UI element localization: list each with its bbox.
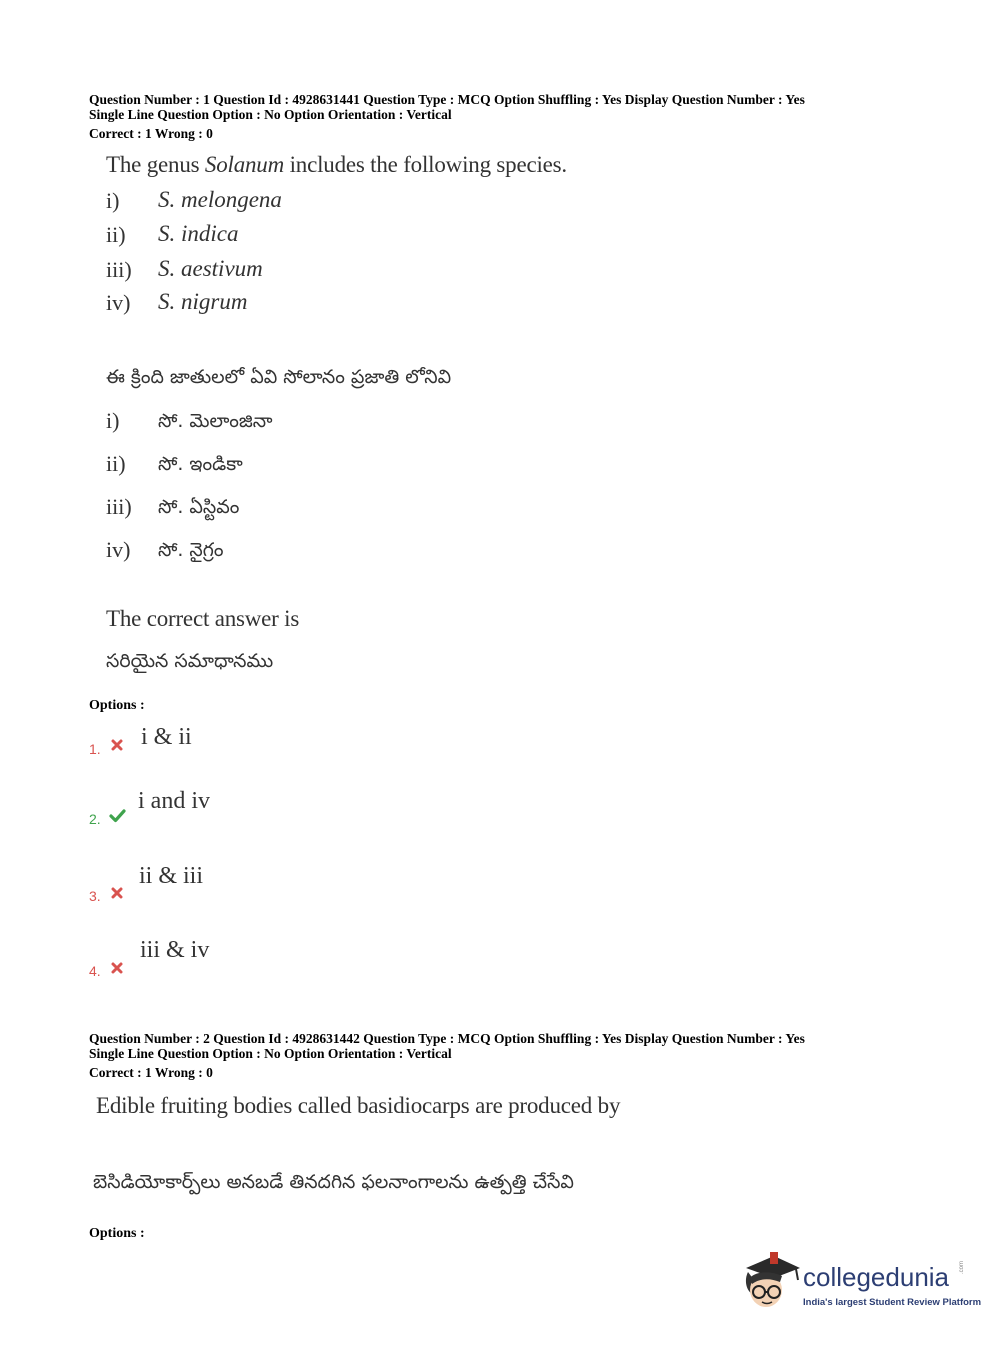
q2-meta-line2: Single Line Question Option : No Option Orientation : Vertical [89,1046,452,1061]
q1-species-name-2: S. indica [158,221,239,246]
mascot-icon [740,1250,802,1312]
q1-te-roman-1: i) [106,408,120,433]
wrong-cross-icon [110,738,124,752]
q1-option-1-text[interactable]: i & ii [141,724,192,750]
q1-answer-prompt-en: The correct answer is [106,606,300,631]
q1-stem-pre: The genus [106,152,205,177]
q2-stem-te: బెసిడియోకార్ప్‌లు అనబడే తినదగిన ఫలనాంగాలను ఉత్పత్తి చేసేవి [93,1171,574,1193]
q1-stem [106,152,567,178]
q1-species-roman-4: iv) [106,290,131,315]
q1-meta-line2: Single Line Question Option : No Option Orientation : Vertical [89,107,452,122]
q1-species-name-3: S. aestivum [158,256,263,281]
q1-te-roman-4: iv) [106,537,131,562]
q1-option-3-text[interactable]: ii & iii [139,863,204,889]
q1-option-4-text[interactable]: iii & iv [140,937,210,963]
q1-option-2-text[interactable]: i and iv [138,788,210,814]
q1-option-2-number: 2. [89,811,101,827]
q1-te-species-3: సో. ఏస్టివం [158,496,240,518]
wrong-cross-icon [110,886,124,900]
q1-meta-line1: Question Number : 1 Question Id : 4928631441 Question Type : MCQ Option Shuffling : Yes Display Question Number : Yes [89,92,805,107]
q1-species-name-1: S. melongena [158,187,282,212]
q1-meta [89,92,949,141]
q1-answer-prompt-te: సరియైన సమాధానము [106,650,274,672]
q2-meta [89,1031,949,1080]
q1-te-species-4: సో. నైగ్రం [158,539,224,561]
q1-te-species-2: సో. ఇండికా [158,453,243,475]
q1-options-label: Options : [89,698,145,713]
logo-name: collegedunia [803,1262,950,1292]
q1-option-4-number: 4. [89,963,101,979]
collegedunia-logo [740,1248,982,1318]
q1-stem-post: includes the following species. [284,152,567,177]
q1-species-roman-2: ii) [106,222,126,247]
q1-meta-line3: Correct : 1 Wrong : 0 [89,126,213,141]
logo-com: .com [959,1260,965,1274]
q1-te-roman-3: iii) [106,494,132,519]
logo-tagline: India's largest Student Review Platform [803,1297,982,1308]
q1-option-1-number: 1. [89,741,101,757]
q1-species-roman-3: iii) [106,257,132,282]
q1-species-name-4: S. nigrum [158,289,248,314]
q1-te-roman-2: ii) [106,451,126,476]
q2-options-label: Options : [89,1226,145,1241]
q1-telugu-stem: ఈ క్రింది జాతులలో ఏవి సోలానం ప్రజాతి లోనివి [106,366,452,388]
q2-meta-line3: Correct : 1 Wrong : 0 [89,1065,213,1080]
q1-species-roman-1: i) [106,188,120,213]
q1-te-species-1: సో. మెలాంజినా [158,410,273,432]
q1-stem-genus: Solanum [204,152,285,177]
wrong-cross-icon [110,961,124,975]
q1-option-3-number: 3. [89,888,101,904]
q2-meta-line1: Question Number : 2 Question Id : 4928631442 Question Type : MCQ Option Shuffling : Yes Display Question Number : Yes [89,1031,805,1046]
correct-check-icon [109,808,126,823]
q2-stem-en: Edible fruiting bodies called basidiocarps are produced by [96,1093,621,1118]
